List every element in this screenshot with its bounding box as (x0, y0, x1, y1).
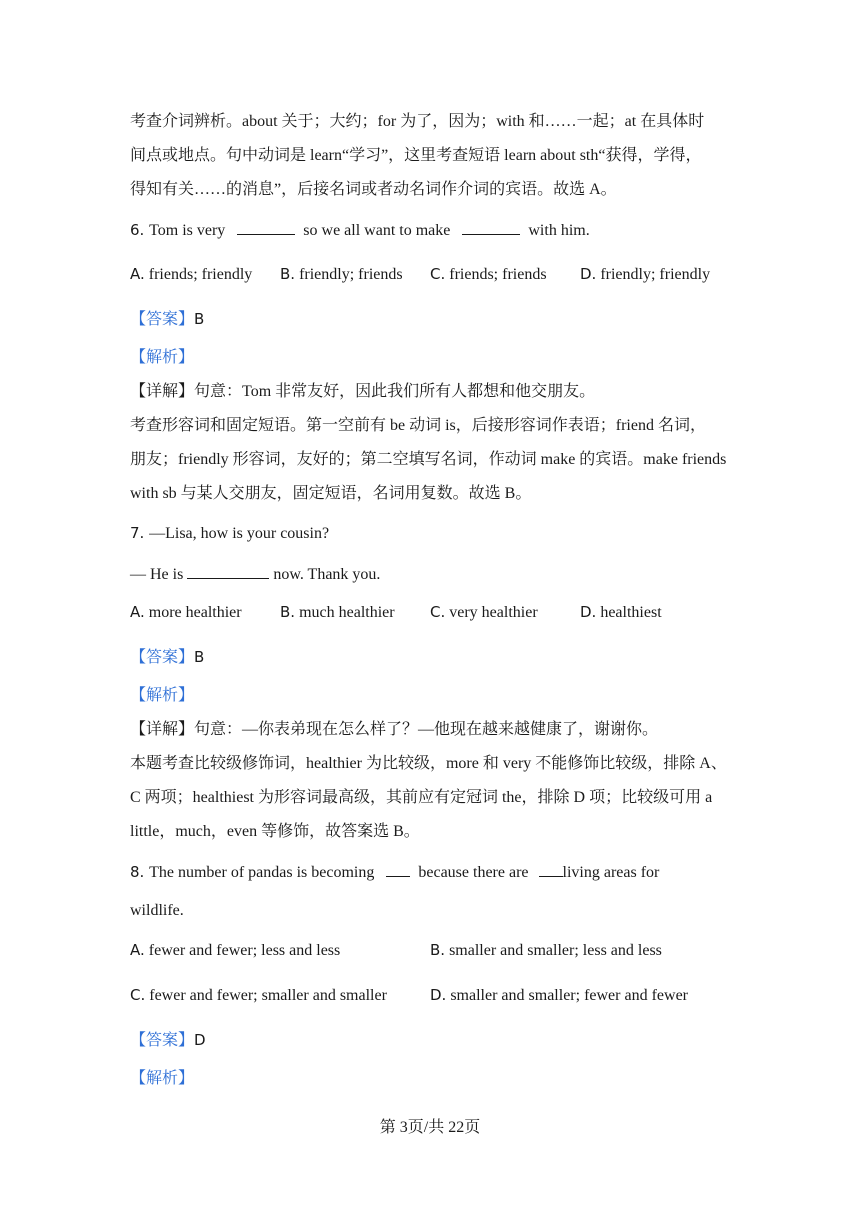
explanation-line: 考查形容词和固定短语。第一空前有 be 动词 is，后接形容词作表语；friend 名词， (130, 417, 706, 434)
answer-tag: 【答案】B (130, 310, 205, 328)
answer-tag: 【答案】D (130, 1031, 206, 1049)
question-7-dialog: — He is now. Thank you. (130, 563, 380, 585)
explanation-line: 间点或地点。句中动词是 learn“学习”，这里考查短语 learn about sth“获得，学得， (130, 147, 702, 164)
answer-blank (386, 861, 410, 877)
page-number: 第 3页/共 22页 (379, 1119, 481, 1136)
explanation-line: 朋友；friendly 形容词，友好的；第二空填写名词，作动词 make 的宾语。make friends (130, 451, 727, 468)
question-8-stem-cont: wildlife. (130, 902, 184, 919)
explanation-line: little，much，even 等修饰，故答案选 B。 (130, 823, 420, 840)
option-a: A. friends; friendly (130, 265, 253, 283)
analysis-tag: 【解析】 (130, 1070, 195, 1087)
option-c: C. friends; friends (430, 265, 547, 283)
option-a: A. more healthier (130, 603, 242, 621)
question-7-stem: 7. —Lisa, how is your cousin? (130, 524, 330, 542)
answer-blank (462, 219, 520, 235)
answer-blank (187, 563, 269, 579)
answer-tag: 【答案】B (130, 648, 205, 666)
option-d: D. friendly; friendly (580, 265, 711, 283)
explanation-line: C 两项；healthiest 为形容词最高级，其前应有定冠词 the，排除 D 项；比较级可用 a (130, 789, 713, 806)
option-c: C. fewer and fewer; smaller and smaller (130, 986, 387, 1004)
option-b: B. friendly; friends (280, 265, 403, 283)
answer-blank (539, 861, 563, 877)
option-d: D. smaller and smaller; fewer and fewer (430, 986, 688, 1004)
question-number: 7. (130, 524, 150, 542)
option-d: D. healthiest (580, 603, 662, 621)
question-number: 6. (130, 221, 150, 239)
question-8-stem: 8. The number of pandas is becoming because there are living areas for (130, 863, 660, 881)
analysis-tag: 【解析】 (130, 349, 195, 366)
detail-line: 【详解】句意：Tom 非常友好，因此我们所有人都想和他交朋友。 (130, 383, 596, 400)
detail-line: 【详解】句意：—你表弟现在怎么样了？—他现在越来越健康了，谢谢你。 (130, 721, 659, 738)
option-b: B. smaller and smaller; less and less (430, 941, 662, 959)
option-a: A. fewer and fewer; less and less (130, 941, 341, 959)
question-6-stem: 6. Tom is very so we all want to make with him. (130, 221, 590, 239)
explanation-line: 本题考查比较级修饰词，healthier 为比较级，more 和 very 不能修饰比较级，排除 A、 (130, 755, 727, 772)
question-number: 8. (130, 863, 150, 881)
answer-blank (237, 219, 295, 235)
explanation-line: with sb 与某人交朋友，固定短语，名词用复数。故选 B。 (130, 485, 532, 502)
option-b: B. much healthier (280, 603, 395, 621)
explanation-line: 考查介词辨析。about 关于；大约；for 为了，因为；with 和……一起；at 在具体时 (130, 113, 705, 130)
option-c: C. very healthier (430, 603, 538, 621)
explanation-line: 得知有关……的消息”，后接名词或者动名词作介词的宾语。故选 A。 (130, 181, 617, 198)
analysis-tag: 【解析】 (130, 687, 195, 704)
